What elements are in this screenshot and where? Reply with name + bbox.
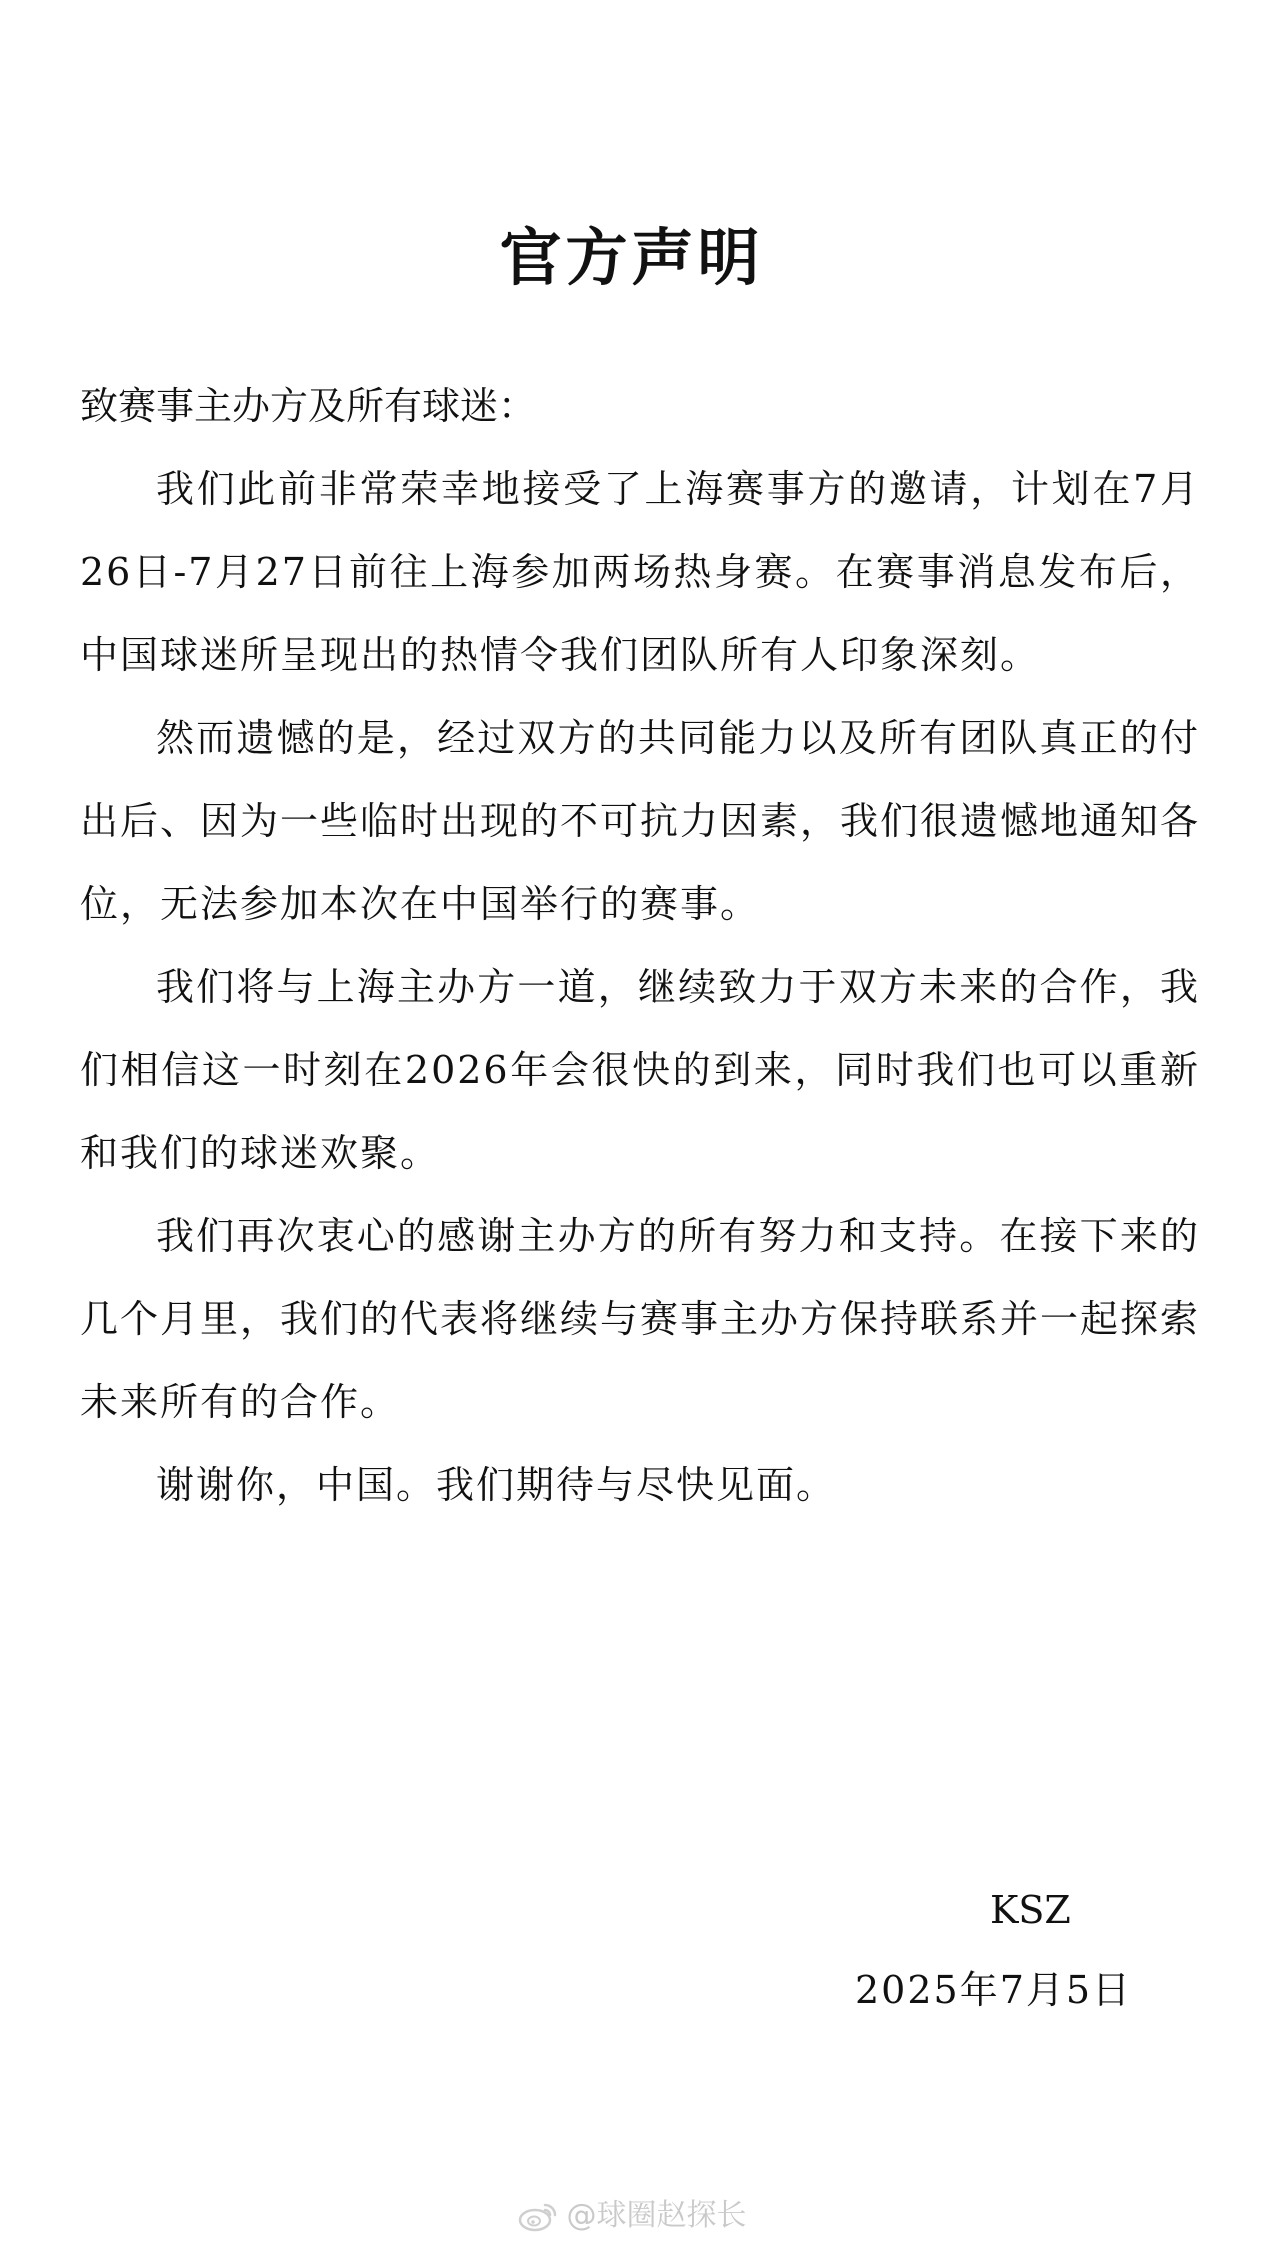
- watermark-text: @球圈赵探长: [566, 2198, 747, 2233]
- paragraph-closing: 谢谢你，中国。我们期待与尽快见面。: [156, 1463, 837, 1507]
- signature: KSZ: [990, 1888, 1071, 1932]
- paragraph-cancellation: 然而遗憾的是，经过双方的共同能力以及所有团队真正的付出后、因为一些临时出现的不可抗力因素，我们很遗憾地通知各位，无法参加本次在中国举行的赛事。: [80, 716, 1201, 926]
- document-body: [80, 365, 1200, 1527]
- statement-date: 2025年7月5日: [855, 1968, 1133, 2012]
- salutation: 致赛事主办方及所有球迷：: [80, 384, 537, 428]
- watermark: [0, 2196, 1263, 2236]
- paragraph-invitation: 我们此前非常荣幸地接受了上海赛事方的邀请，计划在7月26日-7月27日前往上海参加两场热身赛。在赛事消息发布后，中国球迷所呈现出的热情令我们团队所有人印象深刻。: [80, 467, 1200, 677]
- document-title: 官方声明: [499, 221, 764, 294]
- paragraph-thanks: 我们再次衷心的感谢主办方的所有努力和支持。在接下来的几个月里，我们的代表将继续与赛事主办方保持联系并一起探索未来所有的合作。: [80, 1214, 1201, 1424]
- weibo-icon: [517, 2199, 559, 2233]
- paragraph-future-cooperation: 我们将与上海主办方一道，继续致力于双方未来的合作，我们相信这一时刻在2026年会很快的到来，同时我们也可以重新和我们的球迷欢聚。: [80, 965, 1200, 1175]
